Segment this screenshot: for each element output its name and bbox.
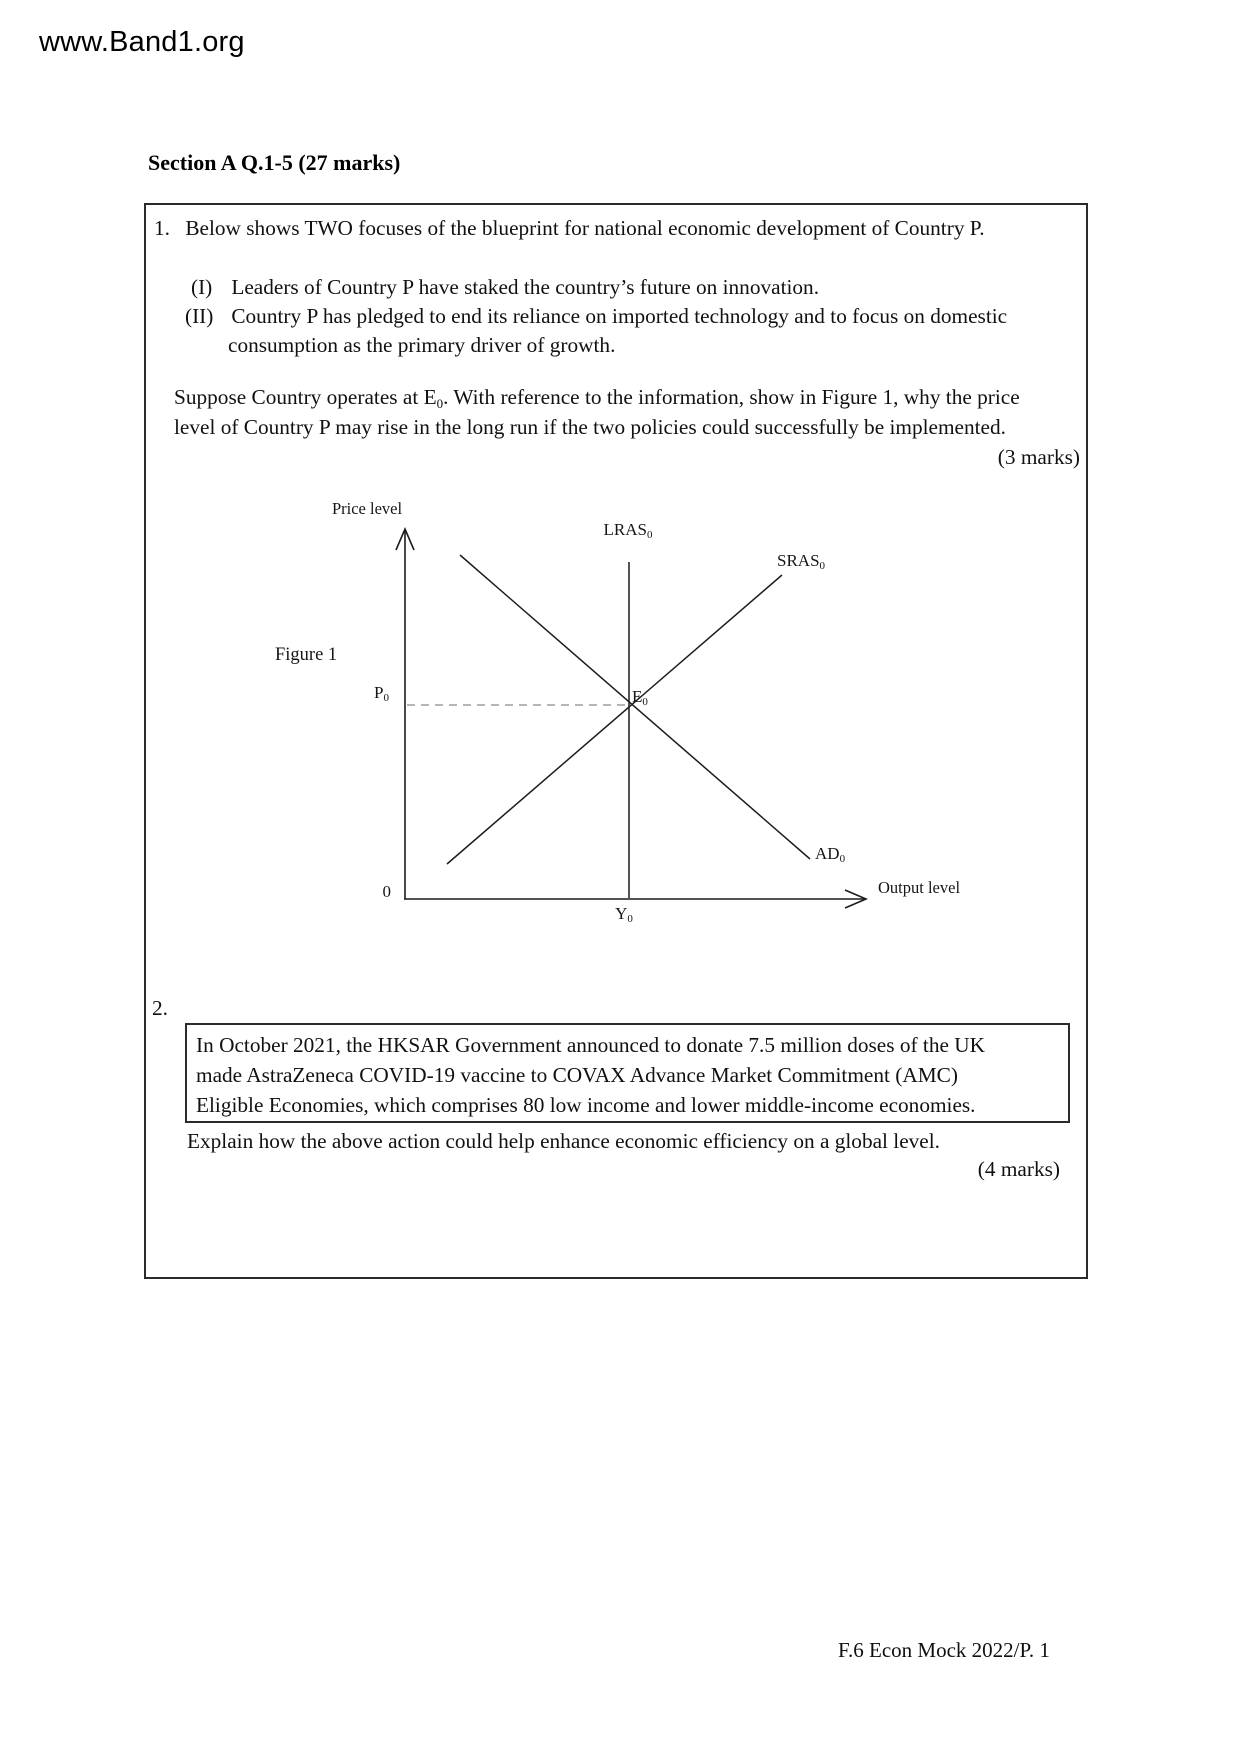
sras-label <box>777 551 826 572</box>
equilibrium-label <box>632 687 648 708</box>
sras-label-sub: 0 <box>819 560 826 572</box>
x-axis-label: Output level <box>878 878 961 897</box>
q2-marks: (4 marks) <box>977 1157 1060 1181</box>
q1-intro-text: Below shows TWO focuses of the blueprint for national economic development of Country P. <box>185 216 985 240</box>
q2-quote-line-1: In October 2021, the HKSAR Government announced to donate 7.5 million doses of the UK <box>196 1033 986 1057</box>
y-axis-label: Price level <box>331 499 403 518</box>
ad-label-sub: 0 <box>839 853 846 865</box>
q1-marks: (3 marks) <box>997 445 1080 469</box>
price-tick-base: P <box>374 683 384 702</box>
output-tick-label <box>615 904 633 925</box>
q1-item-1 <box>191 272 819 302</box>
q1-task-subscript: 0 <box>436 396 444 411</box>
figure-1 <box>267 497 982 932</box>
site-logo: www.Band1.org <box>39 26 245 58</box>
q1-item-2 <box>185 301 1007 331</box>
q1-task-post: . With reference to the information, show in Figure 1, why the price <box>443 385 1020 409</box>
q2-quote-line-3: Eligible Economies, which comprises 80 low income and lower middle-income economies. <box>196 1093 976 1117</box>
ad-curve <box>460 555 810 859</box>
output-tick-sub: 0 <box>627 913 633 925</box>
q2-quote-box <box>185 1023 1070 1123</box>
page-footer: F.6 Econ Mock 2022/P. 1 <box>838 1638 1050 1662</box>
section-heading: Section A Q.1-5 (27 marks) <box>148 150 401 175</box>
q1-intro-line <box>154 213 985 243</box>
lras-label <box>604 520 653 541</box>
equilibrium-label-base: E <box>632 687 643 706</box>
q1-number: 1. <box>154 216 170 240</box>
q2-question-text: Explain how the above action could help enhance economic efficiency on a global level. <box>187 1129 940 1153</box>
question-box <box>144 203 1088 1279</box>
ad-label-base: AD <box>815 844 840 863</box>
ad-label <box>815 844 846 865</box>
q1-task-line-2: level of Country P may rise in the long run if the two policies could successfully be implemented. <box>174 415 1006 439</box>
equilibrium-label-sub: 0 <box>642 696 648 708</box>
figure-caption: Figure 1 <box>275 645 338 665</box>
lras-label-base: LRAS <box>603 520 647 539</box>
output-tick-base: Y <box>615 904 628 923</box>
sras-curve <box>447 575 782 864</box>
price-level-tick-label <box>374 683 389 704</box>
q1-item-1-label: (I) <box>191 275 213 299</box>
q1-task-pre: Suppose Country operates at E <box>174 385 437 409</box>
q2-quote-line-2: made AstraZeneca COVID-19 vaccine to COVAX Advance Market Commitment (AMC) <box>196 1063 958 1087</box>
as-ad-diagram <box>267 497 982 932</box>
lras-label-sub: 0 <box>646 529 653 541</box>
origin-label: 0 <box>382 882 391 901</box>
q1-item-2-cont: consumption as the primary driver of growth. <box>228 333 616 357</box>
sras-label-base: SRAS <box>777 551 820 570</box>
price-tick-sub: 0 <box>383 692 389 704</box>
q2-number: 2. <box>152 996 168 1020</box>
q1-item-2-label: (II) <box>185 304 214 328</box>
q1-item-2-text: Country P has pledged to end its reliance on imported technology and to focus on domestic <box>231 304 1008 328</box>
q1-item-1-text: Leaders of Country P have staked the country’s future on innovation. <box>231 275 820 299</box>
